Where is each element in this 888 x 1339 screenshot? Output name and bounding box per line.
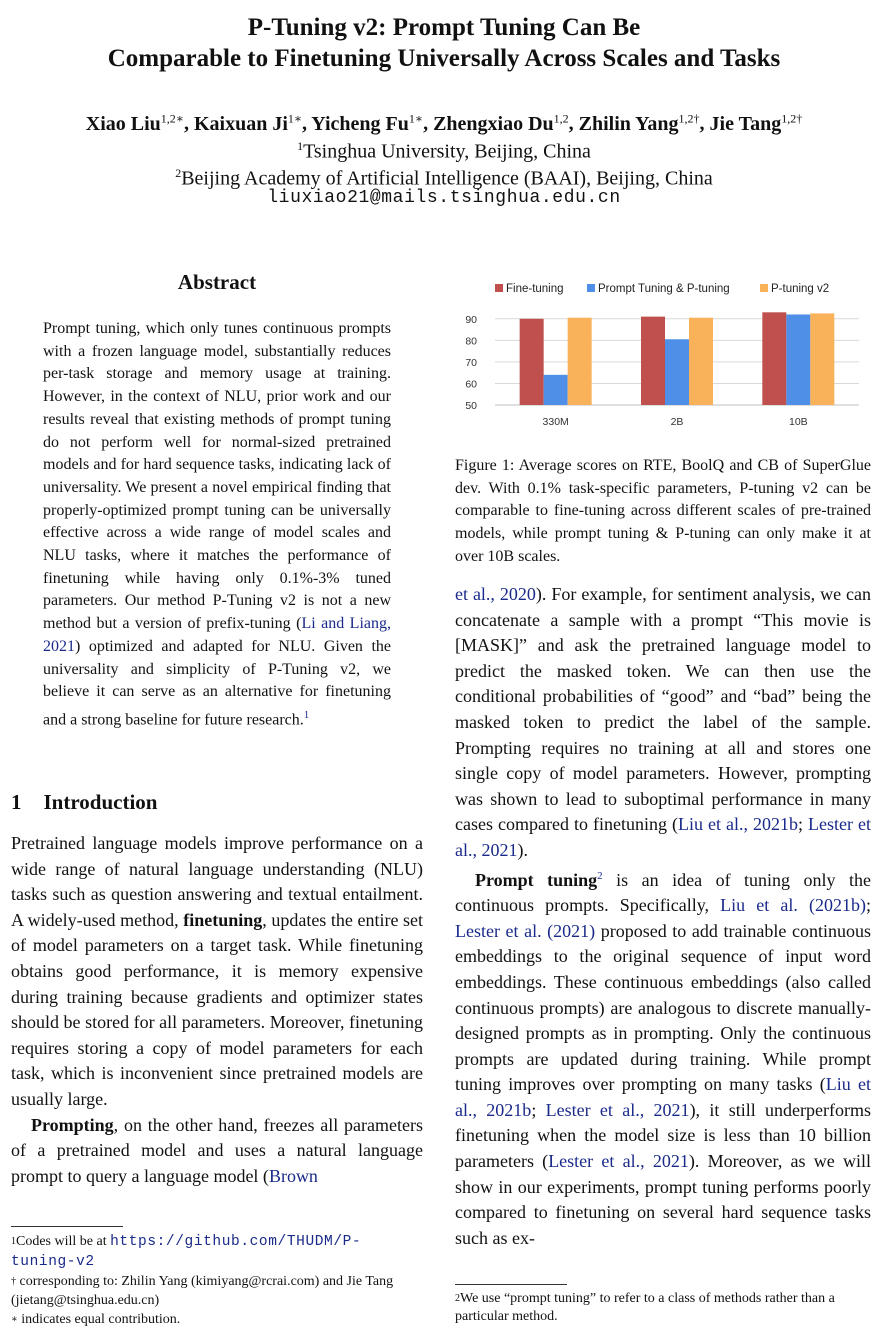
bar <box>544 375 568 405</box>
footnote-divider <box>11 1226 123 1227</box>
y-tick-label: 60 <box>465 378 477 391</box>
repo-link[interactable]: https://github.com/THUDM/P-tuning-v2 <box>11 1234 362 1270</box>
x-tick-label: 2B <box>670 416 684 428</box>
citation-link[interactable]: Liu et al., 2021b <box>455 1074 871 1120</box>
title-line-1: P-Tuning v2: Prompt Tuning Can Be <box>247 14 641 41</box>
legend-swatch <box>587 284 595 292</box>
citation-link[interactable]: Lester et al., 2021 <box>548 1151 689 1172</box>
y-tick-label: 70 <box>465 356 477 369</box>
citation-link[interactable]: Liu et al. (2021b) <box>720 895 866 916</box>
figure-caption: Figure 1: Average scores on RTE, BoolQ and CB of SuperGlue dev. With 0.1% task-specific parameters, P-tuning v2 can be comparable to fine-tuning across different scales of pre-trained models, while prompt tuning & P-tuning can only make it at over 10B scales. <box>455 457 871 565</box>
bar <box>786 314 810 405</box>
author: Jie Tang$^{1,2\dagger}$ <box>709 111 803 135</box>
bar <box>641 317 665 405</box>
abstract-heading: Abstract <box>177 270 257 294</box>
footnotes <box>11 1232 423 1329</box>
citation-link[interactable]: et al., 2020 <box>455 584 536 604</box>
citation-link[interactable]: Lester et al., 2021 <box>545 1099 690 1120</box>
author: Xiao Liu$^{1,2∗}$ <box>85 111 184 135</box>
bar <box>568 318 592 405</box>
x-tick-label: 10B <box>788 416 808 428</box>
footnote-divider <box>455 1284 567 1285</box>
bar-chart <box>455 272 871 442</box>
paragraph: Prompting, on the other hand, freezes all parameters of a pretrained model and uses a natural language prompt to query a language model (Brown <box>11 1114 423 1186</box>
paragraph: Prompt tuning$^2$ is an idea of tuning only the continuous prompts. Specifically, Liu et al. (2021b); Lester et al. (2021) proposed to add trainable continuous embeddings to the original sequence of input word embeddings. These continuous embeddings (also called continuous prompts) are analogous to discrete manually-designed prompts as in prompting. Only the continuous prompts are updated during training. While prompt tuning improves over prompting on many tasks (Liu et al., 2021b; Lester et al., 2021), it still underperforms finetuning when the model size is less than 10 billion parameters (Lester et al., 2021). Moreover, as we will show in our experiments, prompt tuning performs poorly compared to finetuning on several hard sequence tasks such as ex- <box>455 869 871 1248</box>
footnote: $^2$We use “prompt tuning” to refer to a class of methods rather than a particular method. <box>455 1291 835 1324</box>
section-number: 1 <box>11 790 22 814</box>
legend-label: Prompt Tuning & P-tuning <box>598 283 730 295</box>
author: Kaixuan $Ji^{1∗}$ <box>193 111 303 135</box>
citation-link[interactable]: Lester et al., 2021 <box>455 814 871 860</box>
bar <box>520 319 544 405</box>
affiliation-1: $^1$Tsinghua University, Beijing, China <box>297 139 591 163</box>
footnote: † corresponding to: Zhilin Yang (kimiyang@rcrai.com) and Jie Tang (jietang@tsinghua.edu.cn) <box>11 1274 394 1308</box>
footnote: $^1$Codes will be at https://github.com/THUDM/P-tuning-v2 <box>11 1234 362 1270</box>
y-tick-label: 90 <box>465 313 477 326</box>
contact-email[interactable]: liuxiao21@mails.tsinghua.edu.cn <box>267 188 621 208</box>
legend-swatch <box>495 284 503 292</box>
figure-1-chart <box>455 272 871 442</box>
bar <box>762 312 786 405</box>
citation-link[interactable]: Lester et al. (2021) <box>455 920 596 941</box>
y-tick-label: 80 <box>465 335 477 348</box>
bar <box>689 318 713 405</box>
citation-link[interactable]: Li and Liang, 2021 <box>43 615 392 655</box>
author: Zhilin Yang$^{1,2\dagger}$ <box>578 111 700 135</box>
abstract-text: Prompt tuning, which only tunes continuous prompts with a frozen language model, substantially reduces per-task storage and memory usage at training. However, in the context of NLU, prior work and our results reveal that existing methods of prompt tuning do not perform well for normal-sized pretrained models and for hard sequence tasks, indicating lack of universality. We present a novel empirical finding that properly-optimized prompt tuning can be universally effective across a wide range of model scales and NLU tasks, where it matches the performance of finetuning while having only 0.1%-3% tuned parameters. Our method P-Tuning v2 is not a new method but a version of prefix-tuning (Li and Liang, 2021) optimized and adapted for NLU. Given the universality and simplicity of P-Tuning v2, we believe it can serve as an alternative for finetuning and a strong baseline for future research.$^1$ <box>43 320 392 729</box>
affiliation-2: $^2$Beijing Academy of Artificial Intelligence (BAAI), Beijing, China <box>175 166 713 190</box>
section-heading <box>11 790 157 815</box>
author: Yicheng $Fu^{1∗}$ <box>311 111 424 135</box>
footnote-ref[interactable]: 1 <box>303 708 310 721</box>
legend-swatch <box>760 284 768 292</box>
citation-link[interactable]: Liu et al., 2021b <box>677 814 798 835</box>
intro-body <box>11 831 423 1189</box>
paper-title <box>0 12 888 74</box>
paragraph: Pretrained language models improve performance on a wide range of natural language understanding (NLU) tasks such as question answering and textual entailment. A widely-used method, finetuning, updates the entire set of model parameters on a target task. While finetuning obtains good performance, it is memory expensive during training because gradients and optimizer states should be stored for all parameters. Moreover, finetuning requires storing a copy of model parameters for each task, which is inconvenient since pretrained models are usually large. <box>11 833 423 1109</box>
footnote: ∗ indicates equal contribution. <box>11 1312 181 1327</box>
section-title: Introduction <box>43 790 158 814</box>
y-tick-label: 50 <box>465 400 477 412</box>
footnote-ref[interactable]: 2 <box>597 869 603 882</box>
x-tick-label: 330M <box>542 416 569 428</box>
legend-label: Fine-tuning <box>506 283 564 295</box>
title-line-2: Comparable to Finetuning Universally Across Scales and Tasks <box>107 45 781 72</box>
legend-label: P-tuning v2 <box>771 283 830 295</box>
author-list: Xiao Liu$^{1,2∗}$, Kaixuan $Ji^{1∗}$, Yicheng $Fu^{1∗}$, Zhengxiao Du$^{1,2}$, Zhilin Yang$^{1,2\dagger}$, Jie Tang$^{1,2\dagger}$ <box>85 111 803 135</box>
citation-link[interactable]: Brown <box>268 1165 318 1186</box>
paragraph: et al., 2020). For example, for sentiment analysis, we can concatenate a sample with a prompt “This movie is [MASK]” and ask the pretrained language model to predict the masked token. We can then use the conditional probabilities of “good” and “bad” being the masked token to predict the label of the sample. Prompting requires no training at all and stores one single copy of model parameters. However, prompting was shown to lead to suboptimal performance in many cases compared to finetuning (Liu et al., 2021b; Lester et al., 2021). <box>455 584 872 860</box>
right-column-body <box>455 582 871 1251</box>
bar <box>665 339 689 405</box>
author: Zhengxiao Du$^{1,2}$ <box>433 111 569 135</box>
bar <box>810 313 834 405</box>
